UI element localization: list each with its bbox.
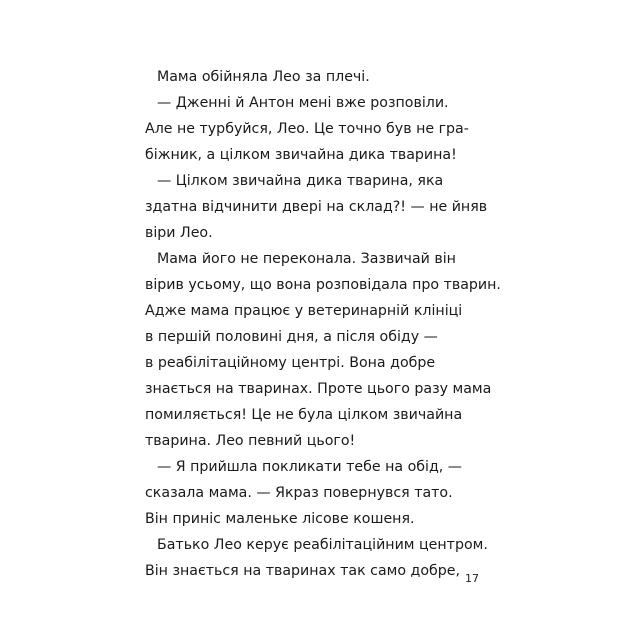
text-line: помиляється! Це не була цілком звичайна <box>145 407 463 423</box>
text-line: Адже мама працює у ветеринарній клініці <box>145 303 463 319</box>
text-line: — Я прийшла покликати тебе на обід, — <box>157 459 462 475</box>
text-line: сказала мама. — Якраз повернувся тато. <box>145 485 453 501</box>
text-line: в реабілітаційному центрі. Вона добре <box>145 355 436 371</box>
text-line: Але не турбуйся, Лео. Це точно був не гра- <box>145 121 469 137</box>
body-text <box>145 64 505 584</box>
text-line: Він приніс маленьке лісове кошеня. <box>145 511 415 527</box>
page-number: 17 <box>465 572 479 585</box>
text-line: Мама його не переконала. Зазвичай він <box>157 251 456 267</box>
text-line: — Дженні й Антон мені вже розповіли. <box>157 95 449 111</box>
text-line: Мама обійняла Лео за плечі. <box>157 69 370 85</box>
text-line: знається на тваринах. Проте цього разу мама <box>145 381 492 397</box>
text-line: віри Лео. <box>145 225 213 241</box>
text-line: Батько Лео керує реабілітаційним центром. <box>157 537 488 553</box>
text-line: Він знається на тваринах так само добре, <box>145 563 461 579</box>
text-line: здатна відчинити двері на склад?! — не йняв <box>145 199 488 215</box>
text-line: біжник, а цілком звичайна дика тварина! <box>145 147 457 163</box>
text-line: вірив усьому, що вона розповідала про тварин. <box>145 277 501 293</box>
text-line: в першій половині дня, а після обіду — <box>145 329 438 345</box>
text-line: тварина. Лео певний цього! <box>145 433 356 449</box>
text-line: — Цілком звичайна дика тварина, яка <box>157 173 444 189</box>
